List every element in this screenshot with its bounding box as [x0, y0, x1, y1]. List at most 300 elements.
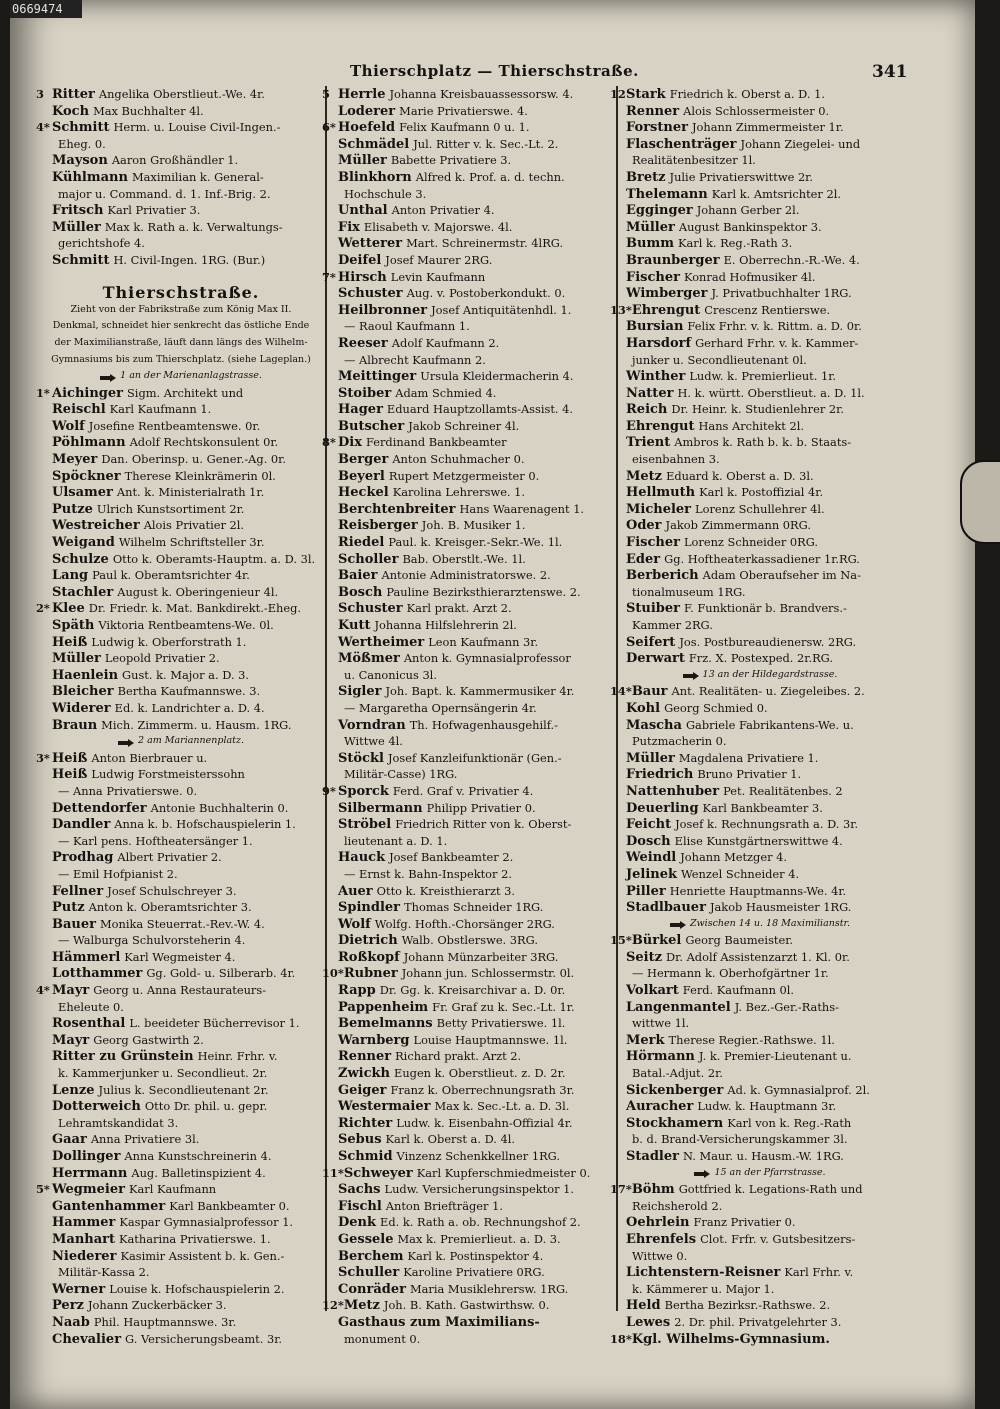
directory-entry	[610, 1082, 910, 1099]
resident-name: Stoiber	[338, 385, 392, 401]
resident-details: Leon Kaufmann 3r.	[428, 634, 539, 649]
directory-entry	[610, 1148, 910, 1165]
resident-name: Oehrlein	[626, 1215, 690, 1231]
resident-details: Karl Kupferschmiedmeister 0.	[416, 1165, 591, 1180]
resident-name: Warnberg	[338, 1032, 410, 1048]
house-number: 15*	[610, 933, 632, 948]
directory-entry	[36, 484, 326, 501]
entry-continuation: b. d. Brand-Versicherungskammer 3l.	[632, 1132, 848, 1147]
resident-name: Flaschenträger	[626, 136, 737, 152]
resident-details: Alfred k. Prof. a. d. techn.	[415, 169, 565, 184]
resident-name: Forstner	[626, 120, 688, 136]
directory-entry	[322, 219, 618, 236]
resident-name: Unthal	[338, 203, 388, 219]
resident-name: Volkart	[626, 983, 679, 999]
resident-details: Franz k. Oberrechnungsrath 3r.	[390, 1082, 575, 1097]
directory-entry	[610, 833, 910, 850]
directory-entry	[322, 617, 618, 634]
directory-entry	[610, 683, 910, 700]
resident-details: Ludw. k. Hauptmann 3r.	[697, 1099, 837, 1114]
resident-details: H. Civil-Ingen. 1RG. (Bur.)	[113, 252, 266, 267]
resident-name: Weindl	[626, 850, 677, 866]
resident-name: Gantenhammer	[52, 1198, 166, 1214]
resident-name: Bürkel	[631, 933, 682, 949]
resident-details: Ed. k. Rath a. ob. Rechnungshof 2.	[380, 1215, 581, 1230]
resident-name: Fritsch	[52, 203, 104, 219]
directory-entry	[322, 883, 618, 900]
directory-entry	[610, 1264, 910, 1281]
directory-entry	[322, 965, 618, 982]
resident-details: Georg Schmied 0.	[664, 700, 768, 715]
resident-details: Karl Bankbeamter 3.	[702, 800, 823, 815]
resident-name: Haenlein	[52, 667, 119, 683]
resident-name: Pöhlmann	[52, 435, 126, 451]
resident-name: Schuster	[338, 286, 403, 302]
directory-entry	[36, 501, 326, 518]
resident-details: Jakob Hausmeister 1RG.	[709, 900, 852, 915]
resident-details: Johann Münzarbeiter 3RG.	[403, 949, 559, 964]
resident-name: Kgl. Wilhelms-Gymnasium.	[631, 1331, 830, 1347]
resident-details: Eduard Hauptzollamts-Assist. 4.	[386, 402, 574, 417]
directory-entry	[610, 982, 910, 999]
directory-entry	[610, 335, 910, 352]
resident-name: Hämmerl	[52, 949, 121, 965]
directory-entry	[610, 1181, 910, 1198]
resident-details: Rupert Metzgermeister 0.	[388, 468, 540, 483]
resident-details: Karl k. Reg.-Rath 3.	[677, 236, 793, 251]
resident-details: Dr. Adolf Assistenzarzt 1. Kl. 0r.	[666, 949, 850, 964]
directory-entry	[322, 202, 618, 219]
column-2	[322, 86, 618, 1347]
resident-details: Mich. Zimmerm. u. Hausm. 1RG.	[101, 717, 292, 732]
page-number: 341	[872, 62, 908, 82]
resident-name: Perz	[52, 1298, 84, 1314]
location-note-text: 1 an der Marienanlagstrasse.	[120, 370, 262, 382]
resident-details: Otto k. Kreisthierarzt 3.	[376, 883, 516, 898]
resident-details: Josef Bankbeamter 2.	[389, 850, 514, 865]
house-number: 12	[610, 87, 626, 101]
resident-details: Karl von k. Reg.-Rath	[727, 1115, 852, 1130]
resident-name: Bemelmanns	[338, 1016, 433, 1032]
resident-name: Berberich	[626, 568, 699, 584]
entry-continuation: Reichsherold 2.	[632, 1198, 723, 1213]
resident-name: Ritter zu Grünstein	[52, 1049, 194, 1065]
directory-entry	[322, 717, 618, 734]
street-description: Zieht von der Fabrikstraße zum König Max II.	[70, 303, 292, 315]
resident-details: Dr. Heinr. k. Studienlehrer 2r.	[671, 402, 844, 417]
pointing-hand-icon	[670, 919, 686, 927]
directory-entry	[36, 634, 326, 651]
resident-details: Philipp Privatier 0.	[426, 800, 536, 815]
resident-details: Clot. Frfr. v. Gutsbesitzers-	[700, 1231, 856, 1246]
resident-details: Joh. Bapt. k. Kammermusiker 4r.	[385, 684, 575, 699]
directory-entry	[610, 551, 910, 568]
resident-details: Ludwig k. Oberforstrath 1.	[91, 634, 247, 649]
resident-name: Stuiber	[626, 601, 680, 617]
directory-entry	[610, 750, 910, 767]
resident-name: Kutt	[338, 618, 371, 633]
resident-details: Aaron Großhändler 1.	[111, 153, 239, 168]
resident-details: Sigm. Architekt und	[127, 385, 244, 400]
location-note	[36, 368, 326, 385]
resident-details: Max k. Sec.-Lt. a. D. 3l.	[434, 1099, 570, 1114]
directory-entry	[610, 600, 910, 617]
page-header	[10, 62, 975, 86]
entry-continuation: wittwe 1l.	[632, 1016, 690, 1031]
directory-entry	[610, 1297, 910, 1314]
house-number: 3	[36, 87, 44, 101]
resident-name: Micheler	[626, 501, 692, 517]
directory-entry	[36, 1314, 326, 1331]
location-note	[36, 733, 326, 750]
resident-name: Berchem	[338, 1248, 404, 1264]
resident-name: Held	[626, 1298, 661, 1314]
resident-details: Gerhard Frhr. v. k. Kammer-	[695, 335, 859, 350]
resident-name: Metz	[343, 1298, 380, 1314]
entry-continuation: — Raoul Kaufmann 1.	[344, 319, 470, 334]
resident-name: Renner	[338, 1049, 392, 1065]
resident-details: 2. Dr. phil. Privatgelehrter 3.	[674, 1314, 842, 1329]
directory-entry	[36, 1198, 326, 1215]
resident-name: Spöckner	[52, 468, 121, 484]
directory-entry	[36, 916, 326, 933]
resident-details: Lorenz Schullehrer 4l.	[695, 501, 825, 516]
resident-name: Dietrich	[338, 933, 398, 949]
resident-details: Otto k. Oberamts-Hauptm. a. D. 3l.	[112, 551, 316, 566]
directory-entry	[322, 484, 618, 501]
directory-entry	[610, 634, 910, 651]
resident-name: Sebus	[338, 1132, 382, 1148]
resident-name: Ehrenfels	[626, 1231, 697, 1247]
directory-entry	[36, 899, 326, 916]
entry-continuation: — Hermann k. Oberhofgärtner 1r.	[632, 966, 829, 981]
directory-entry	[36, 169, 326, 186]
resident-details: Johann Gerber 2l.	[696, 203, 800, 218]
pointing-hand-icon	[118, 737, 134, 745]
resident-name: Natter	[626, 385, 674, 401]
resident-name: Hörmann	[626, 1049, 695, 1065]
resident-name: Schmitt	[52, 252, 110, 268]
resident-name: Merk	[626, 1032, 665, 1048]
resident-details: Phil. Hauptmannswe. 3r.	[93, 1314, 237, 1329]
location-note-text: 2 am Mariannenplatz.	[138, 735, 244, 747]
resident-name: Hirsch	[338, 269, 387, 285]
directory-entry	[36, 766, 326, 783]
directory-entry	[322, 982, 618, 999]
resident-details: Jul. Ritter v. k. Sec.-Lt. 2.	[413, 136, 559, 151]
resident-details: August Bankinspektor 3.	[678, 219, 822, 234]
resident-details: Anna k. b. Hofschauspielerin 1.	[114, 817, 296, 832]
resident-name: Wimberger	[626, 286, 708, 302]
entry-continuation: Eheg. 0.	[58, 136, 106, 151]
resident-details: Hans Waarenagent 1.	[459, 501, 585, 516]
resident-details: Felix Kaufmann 0 u. 1.	[399, 120, 530, 135]
column-1	[36, 86, 326, 1347]
resident-details: Pet. Realitätenbes. 2	[723, 783, 843, 798]
resident-name: Lotthammer	[52, 966, 143, 982]
resident-name: Gaar	[52, 1132, 87, 1148]
resident-name: Metz	[626, 468, 663, 484]
resident-details: Max k. Rath a. k. Verwaltungs-	[104, 219, 283, 234]
resident-name: Meittinger	[338, 369, 417, 385]
resident-details: J. k. Premier-Lieutenant u.	[698, 1049, 852, 1064]
resident-details: Kaspar Gymnasialprofessor 1.	[119, 1215, 294, 1230]
resident-details: Gabriele Fabrikantens-We. u.	[685, 717, 854, 732]
resident-details: Karl Privatier 3.	[107, 203, 201, 218]
resident-name: Eder	[626, 551, 661, 567]
resident-name: Manhart	[52, 1231, 115, 1247]
directory-entry	[36, 1248, 326, 1265]
resident-name: Stadler	[626, 1149, 679, 1164]
resident-name: Widerer	[52, 700, 111, 716]
directory-entry	[610, 235, 910, 252]
directory-entry	[322, 103, 618, 120]
resident-details: Louise Hauptmannswe. 1l.	[413, 1032, 568, 1047]
directory-entry	[610, 501, 910, 518]
resident-details: Eduard k. Oberst a. D. 3l.	[666, 468, 814, 483]
resident-name: Braunberger	[626, 252, 720, 268]
resident-details: Ant. k. Ministerialrath 1r.	[116, 485, 265, 500]
resident-name: Richter	[338, 1115, 393, 1131]
directory-entry	[610, 103, 910, 120]
resident-name: Späth	[52, 618, 95, 633]
directory-entry	[610, 1115, 910, 1132]
resident-details: Marie Privatierswe. 4.	[399, 103, 528, 118]
entry-continuation: Kammer 2RG.	[632, 618, 713, 632]
resident-name: Mößmer	[338, 651, 400, 667]
directory-entry	[322, 517, 618, 534]
resident-details: Friedrich k. Oberst a. D. 1.	[669, 87, 826, 101]
resident-details: Georg Gastwirth 2.	[93, 1032, 204, 1047]
resident-details: Vinzenz Schenkkellner 1RG.	[396, 1149, 560, 1163]
resident-name: Auer	[338, 883, 373, 899]
directory-entry	[322, 551, 618, 568]
resident-name: Bleicher	[52, 684, 114, 700]
resident-name: Lichtenstern-Reisner	[626, 1265, 781, 1281]
resident-details: Karl Wegmeister 4.	[124, 949, 236, 964]
resident-details: Magdalena Privatiere 1.	[678, 750, 819, 765]
resident-details: Karoline Privatiere 0RG.	[403, 1265, 545, 1280]
resident-details: Betty Privatierswe. 1l.	[436, 1016, 566, 1031]
resident-name: Reischl	[52, 402, 106, 418]
directory-entry	[36, 1098, 326, 1115]
directory-entry	[36, 1214, 326, 1231]
resident-details: Albert Privatier 2.	[117, 850, 222, 865]
column-3	[610, 86, 910, 1347]
entry-continuation: — Emil Hofpianist 2.	[58, 866, 178, 881]
resident-details: Dr. Gg. k. Kreisarchivar a. D. 0r.	[379, 983, 566, 998]
resident-name: Bretz	[626, 169, 666, 185]
directory-entry	[322, 999, 618, 1016]
resident-details: Maximilian k. General-	[131, 169, 264, 184]
resident-details: Josefine Rentbeamtenswe. 0r.	[88, 418, 261, 433]
resident-name: Oder	[626, 518, 662, 534]
resident-name: Reeser	[338, 335, 388, 351]
resident-details: Aug. v. Postoberkondukt. 0.	[406, 286, 566, 301]
entry-continuation: Eheleute 0.	[58, 999, 124, 1014]
resident-name: Wolf	[338, 916, 371, 932]
directory-entry	[36, 152, 326, 169]
resident-details: Bruno Privatier 1.	[697, 767, 802, 782]
resident-details: Monika Steuerrat.-Rev.-W. 4.	[99, 916, 265, 931]
binder-tab	[960, 460, 1000, 544]
entry-continuation: Hochschule 3.	[344, 186, 427, 201]
resident-name: Blinkhorn	[338, 169, 412, 185]
resident-details: Ludwig Forstmeisterssohn	[91, 767, 245, 782]
resident-details: Babette Privatiere 3.	[390, 153, 512, 168]
resident-name: Hauck	[338, 850, 386, 866]
resident-details: Jakob Zimmermann 0RG.	[665, 518, 811, 533]
resident-name: Deuerling	[626, 800, 699, 816]
directory-entry	[610, 186, 910, 203]
directory-entry	[36, 1231, 326, 1248]
directory-entry	[610, 1214, 910, 1231]
entry-continuation: — Albrecht Kaufmann 2.	[344, 352, 486, 367]
house-number: 14*	[610, 684, 632, 699]
directory-entry	[610, 1098, 910, 1115]
resident-details: Elise Kunstgärtnerswittwe 4.	[674, 833, 843, 848]
resident-name: Nattenhuber	[626, 783, 720, 799]
directory-entry	[322, 534, 618, 551]
directory-entry	[36, 1082, 326, 1099]
resident-name: Braun	[52, 717, 98, 733]
resident-details: Josef k. Rechnungsrath a. D. 3r.	[675, 817, 859, 832]
directory-entry	[36, 401, 326, 418]
directory-entry	[36, 385, 326, 402]
resident-details: Maria Musiklehrersw. 1RG.	[409, 1281, 569, 1296]
entry-continuation: Wittwe 0.	[632, 1248, 688, 1263]
directory-entry	[610, 567, 910, 584]
directory-entry	[610, 1331, 910, 1348]
resident-name: Putze	[52, 501, 93, 517]
directory-entry	[36, 617, 326, 634]
resident-name: Weigand	[52, 535, 115, 551]
resident-name: Fellner	[52, 883, 104, 899]
resident-name: Müller	[626, 219, 675, 235]
directory-entry	[322, 1314, 618, 1331]
resident-details: Karl k. Oberst a. D. 4l.	[385, 1132, 516, 1147]
resident-details: August k. Oberingenieur 4l.	[117, 584, 279, 599]
resident-details: Johanna Hilfslehrerin 2l.	[374, 618, 517, 632]
resident-details: Louise k. Hofschauspielerin 2.	[109, 1281, 285, 1296]
directory-entry	[36, 667, 326, 684]
resident-details: Ferdinand Bankbeamter	[365, 435, 507, 450]
resident-details: Otto Dr. phil. u. gepr.	[144, 1099, 268, 1114]
resident-name: Piller	[626, 883, 666, 899]
house-number: 8*	[322, 435, 336, 450]
directory-entry	[36, 517, 326, 534]
resident-name: Fix	[338, 219, 360, 235]
resident-name: Zwickh	[338, 1066, 390, 1082]
house-number: 18*	[610, 1331, 632, 1346]
resident-name: Friedrich	[626, 767, 694, 783]
directory-entry	[610, 484, 910, 501]
resident-name: Müller	[338, 153, 387, 169]
resident-name: Kühlmann	[52, 169, 128, 185]
directory-entry	[322, 1148, 618, 1165]
directory-entry	[322, 584, 618, 601]
resident-name: Berchtenbreiter	[338, 501, 456, 517]
directory-entry	[36, 982, 326, 999]
resident-details: Bertha Bezirksr.-Rathswe. 2.	[664, 1298, 831, 1313]
resident-name: Schmädel	[338, 136, 410, 152]
directory-entry	[322, 683, 618, 700]
house-number: 1*	[36, 385, 50, 400]
resident-details: Karl k. Postinspektor 4.	[407, 1248, 544, 1263]
resident-name: Bursian	[626, 319, 684, 335]
directory-entry	[322, 1082, 618, 1099]
resident-name: Vorndran	[338, 717, 406, 733]
directory-entry	[322, 1264, 618, 1281]
directory-entry	[322, 899, 618, 916]
resident-name: Koch	[52, 103, 90, 119]
resident-name: Schuster	[338, 601, 403, 617]
directory-entry	[610, 285, 910, 302]
resident-details: Viktoria Rentbeamtens-We. 0l.	[98, 618, 274, 632]
location-note	[610, 667, 910, 684]
resident-details: Karl Kaufmann 1.	[109, 402, 212, 417]
resident-details: Wilhelm Schriftsteller 3r.	[118, 535, 265, 550]
resident-name: Beyerl	[338, 468, 385, 484]
directory-entry	[610, 302, 910, 319]
resident-details: Jos. Postbureaudienersw. 2RG.	[679, 634, 857, 649]
resident-details: Anton k. Gymnasialprofessor	[403, 651, 571, 666]
directory-entry	[610, 468, 910, 485]
directory-entry	[610, 534, 910, 551]
resident-details: Karl Frhr. v.	[784, 1265, 854, 1280]
location-note	[610, 1165, 910, 1182]
directory-entry	[610, 1231, 910, 1248]
entry-continuation: Militär-Casse) 1RG.	[344, 767, 458, 782]
directory-entry	[322, 418, 618, 435]
resident-details: Karl Kaufmann	[129, 1182, 217, 1197]
resident-name: Pappenheim	[338, 999, 429, 1015]
directory-entry	[36, 717, 326, 734]
resident-name: Ehrengut	[631, 302, 701, 318]
resident-details: L. beeideter Bücherrevisor 1.	[129, 1016, 300, 1031]
resident-name: Langenmantel	[626, 999, 731, 1015]
directory-entry	[322, 916, 618, 933]
resident-name: Heiß	[52, 767, 88, 783]
directory-entry	[322, 1297, 618, 1314]
directory-entry	[36, 252, 326, 269]
resident-details: Franz Privatier 0.	[693, 1215, 796, 1230]
directory-entry	[322, 302, 618, 319]
resident-details: Ed. k. Landrichter a. D. 4.	[114, 700, 265, 715]
resident-details: Wolfg. Hofth.-Chorsänger 2RG.	[374, 916, 555, 931]
directory-entry	[36, 800, 326, 817]
directory-entry	[36, 816, 326, 833]
resident-name: Wegmeier	[52, 1182, 125, 1198]
resident-details: Walb. Obstlerswe. 3RG.	[401, 933, 538, 948]
directory-entry	[610, 700, 910, 717]
directory-entry	[322, 783, 618, 800]
house-number: 4*	[36, 120, 50, 135]
directory-entry	[36, 86, 326, 103]
directory-entry	[610, 866, 910, 883]
resident-name: Trient	[626, 435, 671, 451]
resident-details: Josef Maurer 2RG.	[385, 252, 493, 267]
resident-details: Gg. Gold- u. Silberarb. 4r.	[146, 966, 296, 981]
resident-name: Dotterweich	[52, 1099, 141, 1115]
resident-name: Lewes	[626, 1314, 671, 1330]
entry-continuation: k. Kämmerer u. Major 1.	[632, 1281, 775, 1296]
resident-details: Heinr. Frhr. v.	[197, 1049, 278, 1064]
resident-details: Frz. X. Postexped. 2r.RG.	[688, 651, 833, 666]
resident-details: Leopold Privatier 2.	[104, 651, 220, 666]
resident-name: Wetterer	[338, 236, 403, 252]
resident-details: Adolf Rechtskonsulent 0r.	[129, 435, 279, 450]
